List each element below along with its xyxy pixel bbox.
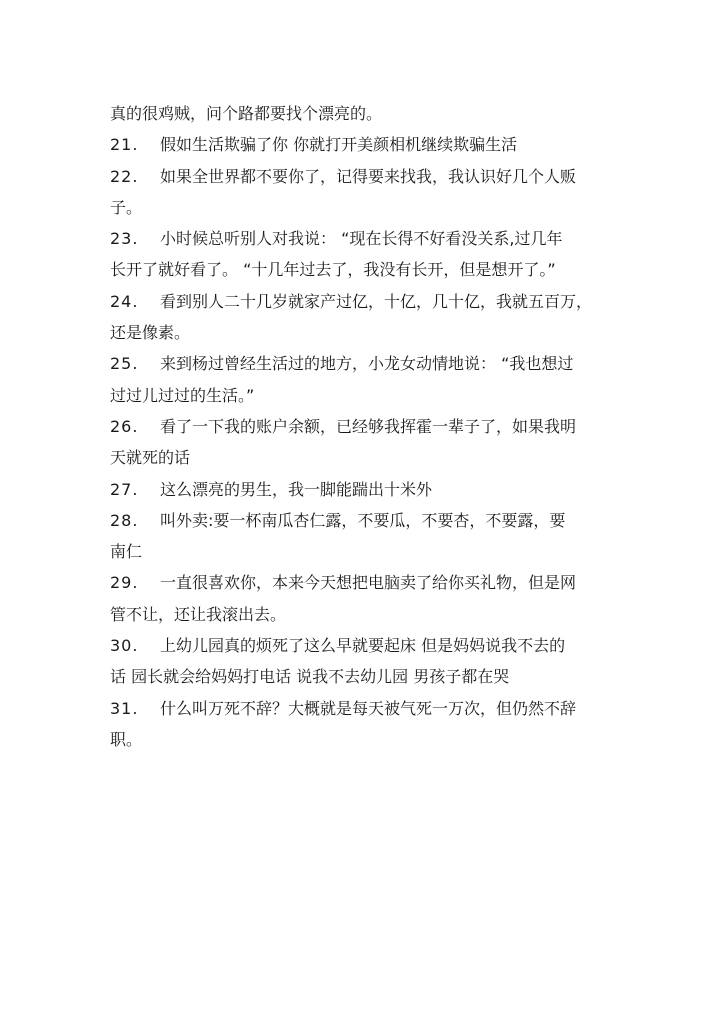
line-text: 还是像素。 xyxy=(110,323,191,343)
item-number: 30. xyxy=(110,636,139,656)
item-number: 23. xyxy=(110,229,139,249)
list-item-21 xyxy=(110,129,630,160)
line-text: 话 园长就会给妈妈打电话 说我不去幼儿园 男孩子都在哭 xyxy=(110,667,510,687)
list-item-27 xyxy=(110,474,630,505)
item-number: 25. xyxy=(110,354,139,374)
item-number: 24. xyxy=(110,291,139,311)
list-item-25 xyxy=(110,348,630,379)
line-text: 长开了就好看了。 “十几年过去了，我没有长开，但是想开了。” xyxy=(110,260,556,280)
text-line xyxy=(110,380,630,411)
item-number: 28. xyxy=(110,510,139,530)
list-item-22 xyxy=(110,161,630,192)
list-item-23 xyxy=(110,223,630,254)
text-line xyxy=(110,192,630,223)
item-number: 26. xyxy=(110,416,139,436)
text-line xyxy=(110,98,630,129)
line-text: 上幼儿园真的烦死了这么早就要起床 但是妈妈说我不去的 xyxy=(160,636,566,656)
line-text: 过过儿过过的生活。” xyxy=(110,385,255,405)
list-item-31 xyxy=(110,693,630,724)
line-text: 南仁 xyxy=(110,542,143,562)
list-item-26 xyxy=(110,411,630,442)
line-text: 子。 xyxy=(110,197,143,217)
line-text: 这么漂亮的男生，我一脚能踹出十米外 xyxy=(160,479,433,499)
item-number: 22. xyxy=(110,166,139,186)
line-text: 看了一下我的账户余额，已经够我挥霍一辈子了，如果我明 xyxy=(160,416,577,436)
line-text: 看到别人二十几岁就家产过亿，十亿，几十亿，我就五百万， xyxy=(160,291,593,311)
text-line xyxy=(110,254,630,285)
line-text: 来到杨过曾经生活过的地方，小龙女动情地说： “我也想过 xyxy=(160,354,574,374)
line-text: 什么叫万死不辞？大概就是每天被气死一万次，但仍然不辞 xyxy=(160,698,577,718)
line-text: 职。 xyxy=(110,729,143,749)
text-line xyxy=(110,442,630,473)
text-line xyxy=(110,599,630,630)
item-number: 31. xyxy=(110,698,139,718)
text-line xyxy=(110,317,630,348)
line-text: 叫外卖:要一杯南瓜杏仁露，不要瓜，不要杏，不要露，要 xyxy=(160,510,566,530)
item-number: 27. xyxy=(110,479,139,499)
line-text: 假如生活欺骗了你 你就打开美颜相机继续欺骗生活 xyxy=(160,135,518,155)
text-line xyxy=(110,724,630,755)
list-item-29 xyxy=(110,567,630,598)
line-text: 真的很鸡贼，问个路都要找个漂亮的。 xyxy=(110,104,383,123)
text-line xyxy=(110,536,630,567)
list-item-28 xyxy=(110,505,630,536)
list-item-30 xyxy=(110,630,630,661)
line-text: 小时候总听别人对我说： “现在长得不好看没关系,过几年 xyxy=(160,229,563,249)
item-number: 21. xyxy=(110,135,139,155)
text-line xyxy=(110,661,630,692)
line-text: 管不让，还让我滚出去。 xyxy=(110,604,287,624)
line-text: 天就死的话 xyxy=(110,448,191,468)
document-body xyxy=(110,98,630,755)
line-text: 一直很喜欢你，本来今天想把电脑卖了给你买礼物，但是网 xyxy=(160,573,577,593)
item-number: 29. xyxy=(110,573,139,593)
line-text: 如果全世界都不要你了，记得要来找我，我认识好几个人贩 xyxy=(160,166,577,186)
list-item-24 xyxy=(110,286,630,317)
